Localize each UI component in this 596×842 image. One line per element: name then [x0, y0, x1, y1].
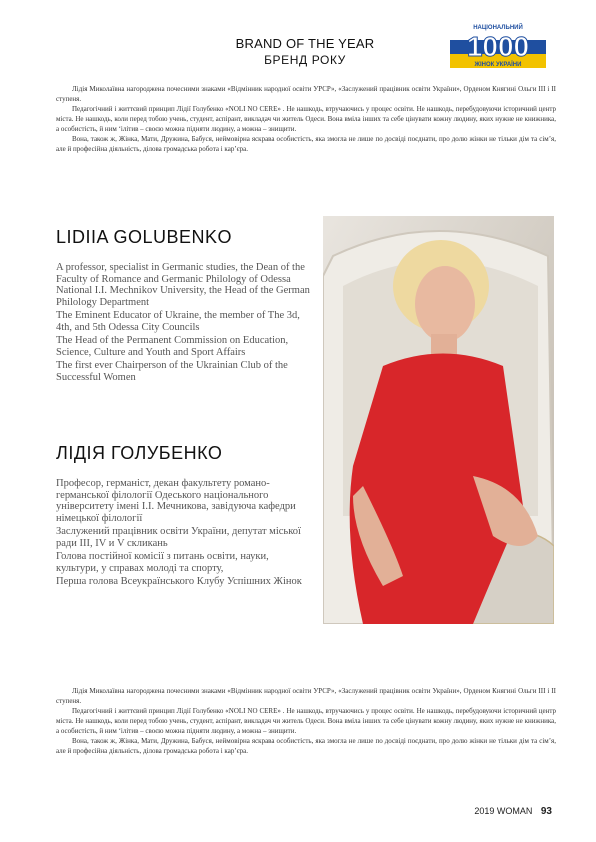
bio-en-item: The first ever Chairperson of the Ukrainian Club of the Successful Women [56, 360, 288, 383]
logo-line1: НАЦІОНАЛЬНИЙ [473, 25, 523, 31]
profile-name-ua: ЛІДІЯ ГОЛУБЕНКО [56, 443, 223, 463]
brand-title-ua: БРЕНД РОКУ [264, 53, 346, 67]
paragraph-personal: Вона, також ж, Жінка, Мати, Дружина, Бабуся, неймовірна яскрава особистість, яка змогла не лише по досвіді поєднати, про долю жінки не тільки дім та сім’я, але й професійна діяльність, ділова громадська робота і кар’єра. [56, 135, 556, 153]
portrait-photo [323, 216, 554, 624]
profile-bio-ua [56, 478, 310, 590]
bio-ua-item: Професор, германіст, декан факультету романо-германської філології Одеського національного університету імені І.І. Мечникова, завідуюча кафедри німецької філології [56, 478, 296, 524]
profile-bio-en [56, 262, 310, 385]
profile-name-en: LIDIIA GOLUBENKO [56, 227, 233, 247]
brand-title-en: BRAND OF THE YEAR [235, 36, 375, 51]
bio-ua-item: Заслужений працівник освіти України, депутат міської ради III, IV и V скликань [56, 526, 301, 549]
bio-en-item: The Eminent Educator of Ukraine, the member of The 3d, 4th, and 5th Odessa City Councils [56, 310, 300, 333]
paragraph-personal: Вона, також ж, Жінка, Мати, Дружина, Бабуся, неймовірна яскрава особистість, яка змогла не лише по досвіді поєднати, про долю жінки не тільки дім та сім’я, але й професійна діяльність, ділова громадська робота і кар’єра. [56, 737, 556, 755]
paragraph-awards: Лідія Миколаївна нагороджена почесними знаками «Відмінник народної освіти УРСР», «Заслужений працівник освіти України», Орденом Княгині Ольги III і II ступеня. [56, 85, 556, 103]
intro-paragraphs-top [56, 84, 556, 154]
bio-ua-item: Перша голова Всеукраїнського Клубу Успішних Жінок [56, 576, 302, 587]
bio-ua-item: Голова постійної комісії з питань освіти, науки, культури, у справах молоді та спорту, [56, 551, 269, 574]
paragraph-principle: Педагогічний і життєвий принцип Лідії Голубенко «NOLI NO CERE» . Не нашкодь, втручаючись у процес освіти. Не нашкодь, перебудовуючи історичний центр міста. Не нашкодь, коли перед тобою учень, студент, аспірант, викладач чи житель Одеси. Вона вміла інших та себе цінувати кожну людину, яких нужне не книжника, а особистість, й ним ‘ілітив – своєю можна підняти людину, а можна – знищити. [56, 707, 556, 735]
intro-paragraphs-bottom [56, 686, 556, 756]
page-footer [474, 806, 552, 817]
logo-line3: ЖІНОК УКРАЇНИ [474, 62, 522, 68]
paragraph-principle: Педагогічний і життєвий принцип Лідії Голубенко «NOLI NO CERE» . Не нашкодь, втручаючись у процес освіти. Не нашкодь, перебудовуючи історичний центр міста. Не нашкодь, коли перед тобою учень, студент, аспірант, викладач чи житель Одеси. Вона вміла інших та себе цінувати кожну людину, яких нужне не книжника, а особистість, й ним ‘ілітив – своєю можна підняти людину, а можна – знищити. [56, 105, 556, 133]
bio-en-item: The Head of the Permanent Commission on Education, Science, Culture and Youth and Sport Affairs [56, 335, 289, 358]
page-number: 93 [540, 806, 552, 817]
logo-number: 1000 [466, 31, 530, 62]
page-header [0, 0, 596, 80]
footer-label: 2019 WOMAN [474, 806, 533, 816]
paragraph-awards: Лідія Миколаївна нагороджена почесними знаками «Відмінник народної освіти УРСР», «Заслужений працівник освіти України», Орденом Княгині Ольги III і II ступеня. [56, 687, 556, 705]
national-1000-women-logo [450, 22, 546, 72]
bio-en-item: A professor, specialist in Germanic studies, the Dean of the Faculty of Romance and Germanic Philology of Odessa National I.I. Mechnikov University, the Head of the German Philology Department [56, 262, 310, 308]
